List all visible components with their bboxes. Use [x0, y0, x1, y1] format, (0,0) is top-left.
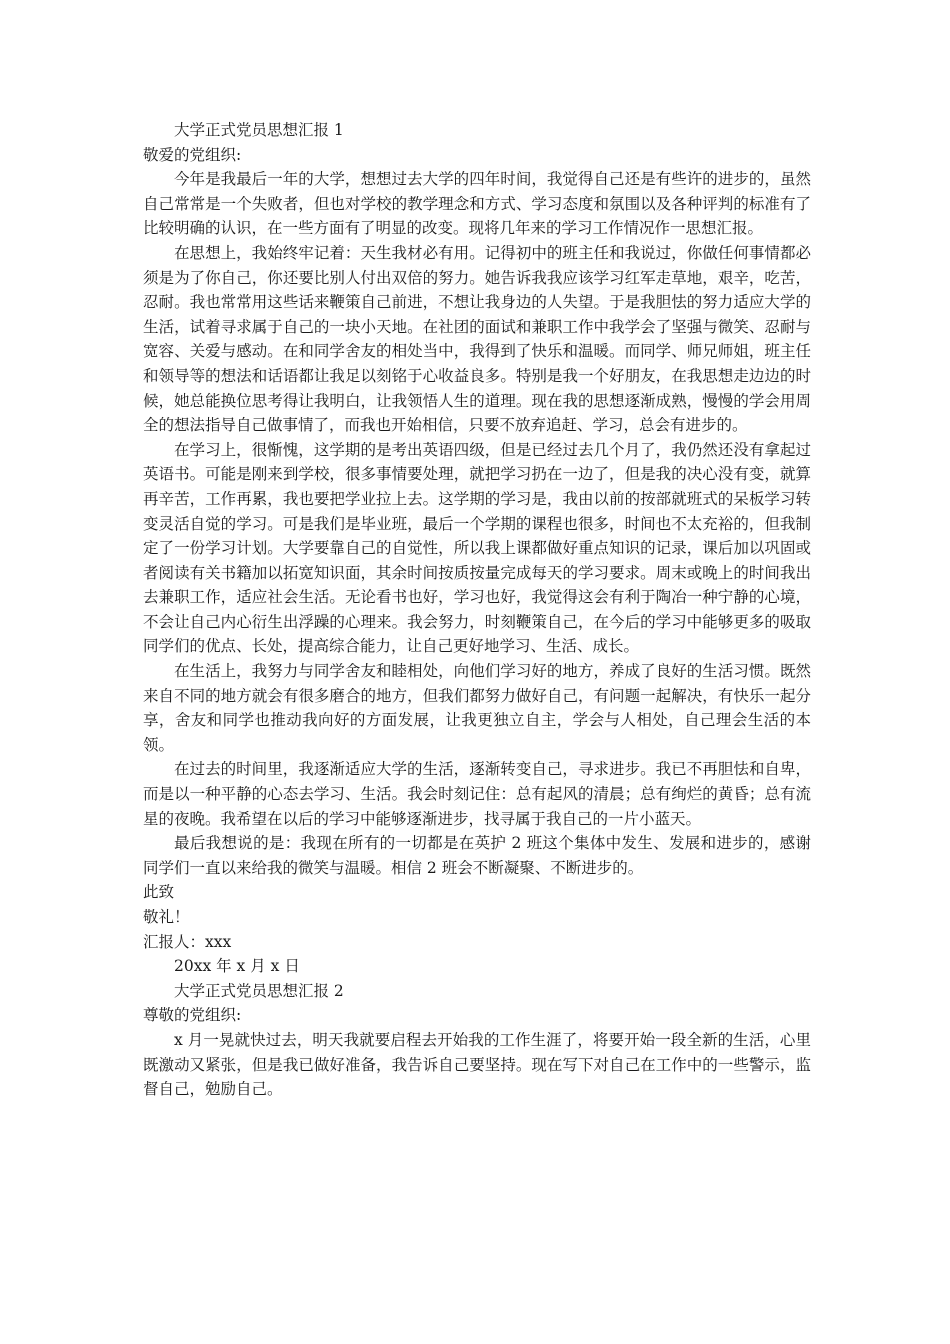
report-1-salutation: 敬爱的党组织:: [143, 145, 242, 164]
document-body: [143, 118, 811, 1102]
report-1-paragraph-6: 最后我想说的是：我现在所有的一切都是在英护 2 班这个集体中发生、发展和进步的，感谢同学们一直以来给我的微笑与温暖。相信 2 班会不断凝聚、不断进步的。: [143, 834, 811, 877]
report-1-paragraph-2: 在思想上，我始终牢记着：天生我材必有用。记得初中的班主任和我说过，你做任何事情都必须是为了你自己，你还要比别人付出双倍的努力。她告诉我我应该学习红军走草地，艰辛，吃苦，忍耐。我也常常用这些话来鞭策自己前进，不想让我身边的人失望。于是我胆怯的努力适应大学的生活，试着寻求属于自己的一块小天地。在社团的面试和兼职工作中我学会了坚强与微笑、忍耐与宽容、关爱与感动。在和同学舍友的相处当中，我得到了快乐和温暖。而同学、师兄师姐，班主任和领导等的想法和话语都让我足以刻铭于心收益良多。特别是我一个好朋友，在我思想走边边的时候，她总能换位思考得让我明白，让我领悟人生的道理。现在我的思想逐渐成熟，慢慢的学会用周全的想法指导自己做事情了，而我也开始相信，只要不放弃追赶、学习，总会有进步的。: [143, 243, 811, 435]
report-1-paragraph-5: 在过去的时间里，我逐渐适应大学的生活，逐渐转变自己，寻求进步。我已不再胆怯和自卑，而是以一种平静的心态去学习、生活。我会时刻记住：总有起风的清晨；总有绚烂的黄昏；总有流星的夜晚。我希望在以后的学习中能够逐渐进步，找寻属于我自己的一片小蓝天。: [143, 760, 811, 828]
report-2-title: 大学正式党员思想汇报 2: [174, 981, 344, 1000]
report-1-paragraph-3: 在学习上，很惭愧，这学期的是考出英语四级，但是已经过去几个月了，我仍然还没有拿起过英语书。可能是刚来到学校，很多事情要处理，就把学习扔在一边了，但是我的决心没有变，就算再辛苦，工作再累，我也要把学业拉上去。这学期的学习是，我由以前的按部就班式的呆板学习转变灵活自觉的学习。可是我们是毕业班，最后一个学期的课程也很多，时间也不太充裕的，但我制定了一份学习计划。大学要靠自己的自觉性，所以我上课都做好重点知识的记录，课后加以巩固或者阅读有关书籍加以拓宽知识面，其余时间按质按量完成每天的学习要求。周末或晚上的时间我出去兼职工作，适应社会生活。无论看书也好，学习也好，我觉得这会有利于陶冶一种宁静的心境，不会让自己内心衍生出浮躁的心理来。我会努力，时刻鞭策自己，在今后的学习中能够更多的吸取同学们的优点、长处，提高综合能力，让自己更好地学习、生活、成长。: [143, 440, 811, 656]
report-1-closing-1: 此致: [143, 883, 175, 902]
report-2-salutation: 尊敬的党组织:: [143, 1006, 242, 1025]
report-1-title: 大学正式党员思想汇报 1: [174, 121, 344, 139]
report-1-paragraph-4: 在生活上，我努力与同学舍友和睦相处，向他们学习好的地方，养成了良好的生活习惯。既然来自不同的地方就会有很多磨合的地方，但我们都努力做好自己，有问题一起解决，有快乐一起分享，舍友和同学也推动我向好的方面发展，让我更独立自主，学会与人相处，自己理会生活的本领。: [143, 662, 811, 754]
report-1-closing-2: 敬礼！: [143, 908, 190, 926]
report-1-date: 20xx 年 x 月 x 日: [174, 957, 300, 976]
report-1-reporter: 汇报人：xxx: [143, 932, 232, 951]
report-1-paragraph-1: 今年是我最后一年的大学，想想过去大学的四年时间，我觉得自己还是有些许的进步的，虽然自己常常是一个失败者，但也对学校的教学理念和方式、学习态度和氛围以及各种评判的标准有了比较明确的认识，在一些方面有了明显的改变。现将几年来的学习工作情况作一思想汇报。: [143, 170, 811, 238]
report-2-paragraph-1: x 月一晃就快过去，明天我就要启程去开始我的工作生涯了，将要开始一段全新的生活，心里既激动又紧张，但是我已做好准备，我告诉自己要坚持。现在写下对自己在工作中的一些警示，监督自己，勉励自己。: [143, 1030, 811, 1099]
